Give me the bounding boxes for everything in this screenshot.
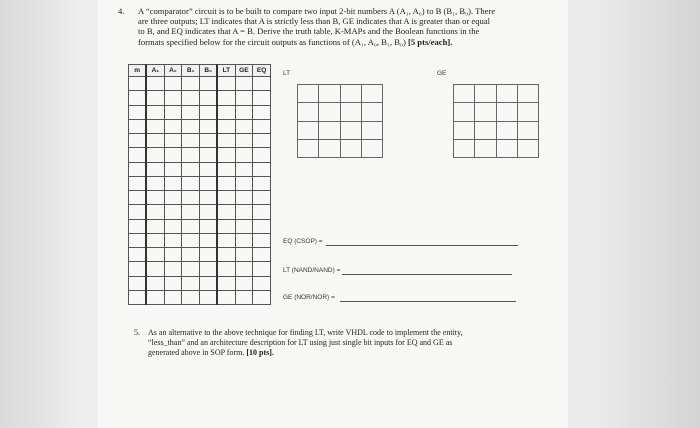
truth-table-cell[interactable] (129, 119, 147, 133)
kmap-lt-cell[interactable] (298, 85, 319, 103)
truth-table-cell[interactable] (235, 219, 253, 233)
truth-table-cell[interactable] (200, 176, 218, 190)
truth-table-cell[interactable] (253, 105, 271, 119)
truth-table-row (129, 276, 271, 290)
lt-format-label: LT (NAND/NAND) = (283, 267, 341, 274)
truth-table-row (129, 134, 271, 148)
truth-table-cell[interactable] (182, 119, 200, 133)
truth-table-header-cell: m (129, 65, 147, 77)
truth-table-cell[interactable] (129, 148, 147, 162)
truth-table-cell[interactable] (253, 162, 271, 176)
truth-table-cell[interactable] (217, 276, 235, 290)
truth-table-cell[interactable] (217, 134, 235, 148)
kmap-lt-cell[interactable] (340, 139, 361, 157)
truth-table-cell[interactable] (217, 191, 235, 205)
truth-table-row (129, 148, 271, 162)
truth-table-cell[interactable] (253, 91, 271, 105)
truth-table-row (129, 233, 271, 247)
truth-table-header-cell: GE (235, 65, 253, 77)
truth-table-cell[interactable] (164, 77, 182, 91)
question-5-line-3-text: generated above in SOP form. (148, 348, 245, 357)
question-4-line-1: A “comparator” circuit is to be built to compare two input 2-bit numbers A (A₁, A₀) to B (B₁, B₀). There (138, 6, 496, 16)
truth-table-cell[interactable] (253, 219, 271, 233)
kmap-lt-cell[interactable] (298, 121, 319, 139)
truth-table-cell[interactable] (200, 205, 218, 219)
kmap-ge-cell[interactable] (517, 139, 538, 157)
truth-table-cell[interactable] (164, 119, 182, 133)
question-4-points: [5 pts/each]. (408, 36, 453, 47)
kmap-lt-cell[interactable] (361, 85, 382, 103)
truth-table-cell[interactable] (129, 233, 147, 247)
truth-table-header-cell: LT (217, 65, 235, 77)
kmap-ge-cell[interactable] (496, 103, 517, 121)
truth-table-cell[interactable] (217, 233, 235, 247)
kmap-lt-grid (297, 84, 383, 158)
truth-table-cell[interactable] (253, 148, 271, 162)
truth-table-cell[interactable] (182, 248, 200, 262)
kmap-lt-cell[interactable] (319, 85, 340, 103)
truth-table-cell[interactable] (164, 262, 182, 276)
truth-table-cell[interactable] (235, 191, 253, 205)
kmap-ge-row (454, 103, 539, 121)
truth-table-row (129, 248, 271, 262)
kmap-lt-row (298, 121, 383, 139)
truth-table-header-cell: B₀ (200, 65, 218, 77)
kmap-lt-cell[interactable] (298, 139, 319, 157)
truth-table-cell[interactable] (200, 219, 218, 233)
kmap-lt-cell[interactable] (319, 121, 340, 139)
truth-table-cell[interactable] (217, 290, 235, 304)
truth-table-cell[interactable] (129, 91, 147, 105)
truth-table-cell[interactable] (253, 119, 271, 133)
kmap-lt-cell[interactable] (340, 103, 361, 121)
truth-table-cell[interactable] (164, 191, 182, 205)
truth-table-cell[interactable] (235, 205, 253, 219)
question-4-number: 4. (118, 6, 125, 16)
truth-table-cell[interactable] (235, 176, 253, 190)
question-5-text (148, 328, 548, 358)
truth-table-cell[interactable] (253, 176, 271, 190)
truth-table-cell[interactable] (164, 290, 182, 304)
truth-table-cell[interactable] (235, 134, 253, 148)
truth-table-cell[interactable] (200, 233, 218, 247)
truth-table-cell[interactable] (235, 262, 253, 276)
kmap-lt-cell[interactable] (298, 103, 319, 121)
truth-table-cell[interactable] (253, 77, 271, 91)
kmap-ge-cell[interactable] (454, 121, 475, 139)
truth-table-row (129, 262, 271, 276)
kmap-ge-cell[interactable] (496, 121, 517, 139)
truth-table-cell[interactable] (253, 233, 271, 247)
truth-table-cell[interactable] (253, 205, 271, 219)
truth-table-row (129, 191, 271, 205)
truth-table-cell[interactable] (146, 134, 164, 148)
truth-table-cell[interactable] (129, 176, 147, 190)
truth-table-cell[interactable] (200, 77, 218, 91)
truth-table-cell[interactable] (217, 162, 235, 176)
truth-table-row (129, 77, 271, 91)
question-5-line-2: “less_than” and an architecture description for LT using just single bit inputs for EQ and GE as (148, 338, 453, 347)
truth-table-cell[interactable] (200, 134, 218, 148)
truth-table-row (129, 91, 271, 105)
truth-table-cell[interactable] (235, 119, 253, 133)
truth-table-cell[interactable] (164, 233, 182, 247)
truth-table-cell[interactable] (182, 91, 200, 105)
kmap-lt-row (298, 85, 383, 103)
truth-table-cell[interactable] (182, 262, 200, 276)
kmap-lt-cell[interactable] (361, 103, 382, 121)
truth-table-header-row (129, 65, 271, 77)
kmap-ge-row (454, 139, 539, 157)
truth-table-header-cell: B₁ (182, 65, 200, 77)
truth-table-cell[interactable] (182, 233, 200, 247)
kmap-lt-cell[interactable] (319, 103, 340, 121)
truth-table-cell[interactable] (129, 205, 147, 219)
truth-table-cell[interactable] (182, 290, 200, 304)
truth-table-cell[interactable] (182, 191, 200, 205)
truth-table-cell[interactable] (146, 91, 164, 105)
truth-table-cell[interactable] (164, 219, 182, 233)
truth-table-body (129, 77, 271, 305)
kmap-ge-cell[interactable] (496, 139, 517, 157)
truth-table-cell[interactable] (253, 134, 271, 148)
truth-table-cell[interactable] (253, 276, 271, 290)
truth-table-cell[interactable] (129, 219, 147, 233)
lt-answer-line[interactable] (342, 274, 512, 275)
truth-table-cell[interactable] (182, 134, 200, 148)
truth-table-cell[interactable] (253, 290, 271, 304)
truth-table-cell[interactable] (253, 248, 271, 262)
truth-table-cell[interactable] (146, 119, 164, 133)
truth-table-cell[interactable] (217, 119, 235, 133)
truth-table-cell[interactable] (235, 290, 253, 304)
truth-table-row (129, 290, 271, 304)
question-5-points: [10 pts]. (246, 348, 274, 357)
truth-table-cell[interactable] (146, 205, 164, 219)
truth-table-cell[interactable] (146, 77, 164, 91)
truth-table-row (129, 119, 271, 133)
truth-table-cell[interactable] (200, 162, 218, 176)
truth-table-cell[interactable] (129, 105, 147, 119)
truth-table (128, 64, 271, 305)
truth-table-cell[interactable] (164, 276, 182, 290)
kmap-ge-cell[interactable] (517, 85, 538, 103)
kmap-lt-row (298, 139, 383, 157)
truth-table-cell[interactable] (164, 105, 182, 119)
truth-table-cell[interactable] (235, 248, 253, 262)
truth-table-cell[interactable] (253, 191, 271, 205)
truth-table-cell[interactable] (235, 148, 253, 162)
truth-table-cell[interactable] (164, 134, 182, 148)
truth-table-cell[interactable] (182, 162, 200, 176)
truth-table-cell[interactable] (217, 205, 235, 219)
truth-table-cell[interactable] (217, 148, 235, 162)
kmap-lt-cell[interactable] (361, 121, 382, 139)
truth-table-cell[interactable] (200, 119, 218, 133)
truth-table-cell[interactable] (164, 162, 182, 176)
kmap-ge-cell[interactable] (517, 103, 538, 121)
truth-table-cell[interactable] (200, 105, 218, 119)
truth-table-cell[interactable] (182, 276, 200, 290)
kmap-lt-label: LT (283, 70, 291, 77)
question-4-line-2: are three outputs; LT indicates that A is strictly less than B, GE indicates that A is greater than or equal (138, 16, 491, 27)
truth-table-cell[interactable] (182, 176, 200, 190)
truth-table-cell[interactable] (200, 262, 218, 276)
ge-format-label: GE (NOR/NOR) = (283, 294, 335, 301)
question-5-line-3 (148, 348, 548, 358)
truth-table-cell[interactable] (129, 262, 147, 276)
kmap-ge-label: GE (437, 70, 447, 77)
truth-table-cell[interactable] (129, 77, 147, 91)
truth-table-cell[interactable] (146, 148, 164, 162)
truth-table-cell[interactable] (146, 290, 164, 304)
truth-table-cell[interactable] (182, 205, 200, 219)
kmap-ge-cell[interactable] (496, 85, 517, 103)
truth-table-cell[interactable] (217, 105, 235, 119)
truth-table-cell[interactable] (146, 162, 164, 176)
truth-table-cell[interactable] (146, 176, 164, 190)
truth-table-cell[interactable] (146, 248, 164, 262)
kmap-lt-row (298, 103, 383, 121)
truth-table-cell[interactable] (146, 105, 164, 119)
truth-table-cell[interactable] (200, 148, 218, 162)
truth-table-cell[interactable] (200, 276, 218, 290)
truth-table-row (129, 205, 271, 219)
truth-table-cell[interactable] (146, 276, 164, 290)
kmap-ge-row (454, 121, 539, 139)
kmap-ge-cell[interactable] (454, 85, 475, 103)
kmap-ge-cell[interactable] (475, 121, 496, 139)
truth-table-cell[interactable] (235, 162, 253, 176)
truth-table-cell[interactable] (217, 248, 235, 262)
kmap-ge-cell[interactable] (475, 85, 496, 103)
truth-table-header-cell: A₀ (164, 65, 182, 77)
truth-table-header-cell: A₁ (146, 65, 164, 77)
truth-table-cell[interactable] (164, 91, 182, 105)
truth-table-header-cell: EQ (253, 65, 271, 77)
truth-table-cell[interactable] (164, 176, 182, 190)
truth-table-cell[interactable] (164, 205, 182, 219)
kmap-ge-row (454, 85, 539, 103)
truth-table-row (129, 176, 271, 190)
kmap-lt-cell[interactable] (319, 139, 340, 157)
kmap-lt-cell[interactable] (361, 139, 382, 157)
kmap-ge-grid (453, 84, 539, 158)
kmap-lt-cell[interactable] (340, 121, 361, 139)
truth-table-cell[interactable] (182, 219, 200, 233)
kmap-ge-cell[interactable] (454, 103, 475, 121)
truth-table-cell[interactable] (129, 191, 147, 205)
kmap-ge-cell[interactable] (475, 139, 496, 157)
kmap-ge-cell[interactable] (517, 121, 538, 139)
question-5-number: 5. (134, 328, 140, 337)
truth-table-cell[interactable] (146, 219, 164, 233)
question-4-line-3: to B, and EQ indicates that A = B. Derive the truth table, K-MAPs and the Boolean functions in the (138, 26, 480, 37)
kmap-ge-cell[interactable] (475, 103, 496, 121)
question-4-line-4-text: formats specified below for the circuit outputs as functions of (A₁, A₀, B₁, B₀) (138, 36, 406, 47)
truth-table-cell[interactable] (182, 105, 200, 119)
truth-table-cell[interactable] (200, 191, 218, 205)
truth-table-cell[interactable] (129, 248, 147, 262)
truth-table-cell[interactable] (182, 148, 200, 162)
truth-table-cell[interactable] (217, 77, 235, 91)
truth-table-cell[interactable] (235, 233, 253, 247)
kmap-ge-cell[interactable] (454, 139, 475, 157)
truth-table-cell[interactable] (235, 276, 253, 290)
truth-table-cell[interactable] (253, 262, 271, 276)
truth-table-cell[interactable] (129, 134, 147, 148)
truth-table-cell[interactable] (146, 262, 164, 276)
question-5-line-1: As an alternative to the above technique for finding LT, write VHDL code to implement the entity, (148, 328, 463, 337)
truth-table-cell[interactable] (182, 77, 200, 91)
truth-table-cell[interactable] (129, 276, 147, 290)
truth-table-cell[interactable] (164, 148, 182, 162)
truth-table-cell[interactable] (164, 248, 182, 262)
truth-table-cell[interactable] (235, 77, 253, 91)
truth-table-cell[interactable] (200, 290, 218, 304)
truth-table-cell[interactable] (217, 176, 235, 190)
question-4-text (138, 6, 558, 47)
truth-table-cell[interactable] (129, 290, 147, 304)
ge-answer-line[interactable] (340, 301, 516, 302)
truth-table-row (129, 162, 271, 176)
truth-table-cell[interactable] (200, 248, 218, 262)
truth-table-row (129, 105, 271, 119)
truth-table-cell[interactable] (217, 262, 235, 276)
question-4-line-4 (138, 37, 558, 47)
truth-table-cell[interactable] (146, 191, 164, 205)
truth-table-cell[interactable] (200, 91, 218, 105)
eq-format-label: EQ (CSOP) = (283, 238, 323, 245)
eq-answer-line[interactable] (326, 245, 518, 246)
truth-table-cell[interactable] (235, 105, 253, 119)
truth-table-cell[interactable] (235, 91, 253, 105)
truth-table-cell[interactable] (146, 233, 164, 247)
kmap-lt-cell[interactable] (340, 85, 361, 103)
truth-table-cell[interactable] (217, 91, 235, 105)
truth-table-cell[interactable] (217, 219, 235, 233)
truth-table-cell[interactable] (129, 162, 147, 176)
truth-table-row (129, 219, 271, 233)
